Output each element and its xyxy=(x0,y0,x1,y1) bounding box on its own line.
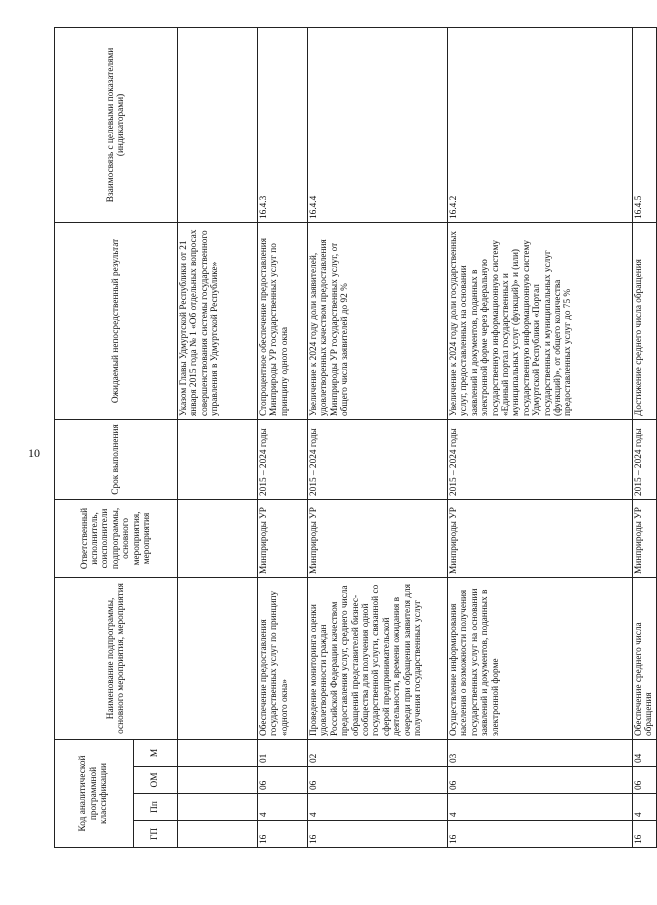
cell-name xyxy=(178,577,258,739)
header-result: Ожидаемый непосредственный результат xyxy=(55,222,178,419)
table-row xyxy=(178,27,258,847)
header-m: М xyxy=(134,739,178,766)
cell-pp: 4 xyxy=(448,794,633,821)
cell-gp: 16 xyxy=(448,821,633,848)
cell-term: 2015 – 2024 годы xyxy=(633,419,657,499)
cell-result: Указом Главы Удмуртской Республики от 21 января 2015 года № 1 «Об отдельных вопросах совершенствования системы государственного управления в Удмуртской Республике» xyxy=(178,222,258,419)
cell-term: 2015 – 2024 годы xyxy=(448,419,633,499)
cell-gp xyxy=(178,821,258,848)
table-row xyxy=(308,27,448,847)
cell-link: 16.4.3 xyxy=(258,27,308,222)
header-om: ОМ xyxy=(134,767,178,794)
table-row xyxy=(448,27,633,847)
cell-om xyxy=(178,767,258,794)
cell-link: 16.4.4 xyxy=(308,27,448,222)
cell-link: 16.4.5 xyxy=(633,27,657,222)
cell-name: Проведение мониторинга оценки удовлетворенности граждан Российской Федерации качеством предоставления услуг, среднего числа обращений представителей бизнес-сообщества для получения одной государственной услуги, связанной со сферой предпринимательской деятельности, времени ожидания в очереди при обращении заявителя для получения государственных услуг xyxy=(308,577,448,739)
cell-om: 06 xyxy=(448,767,633,794)
cell-term: 2015 – 2024 годы xyxy=(258,419,308,499)
cell-m xyxy=(178,739,258,766)
cell-term: 2015 – 2024 годы xyxy=(308,419,448,499)
cell-m: 03 xyxy=(448,739,633,766)
cell-name: Обеспечение среднего числа обращения xyxy=(633,577,657,739)
cell-gp: 16 xyxy=(633,821,657,848)
header-name: Наименование подпрограммы, основного мероприятия, мероприятия xyxy=(55,577,178,739)
cell-m: 01 xyxy=(258,739,308,766)
header-pp: Пп xyxy=(134,794,178,821)
cell-pp: 4 xyxy=(258,794,308,821)
header-code-group: Код аналитической программной классификации xyxy=(55,739,134,847)
rotated-table-container xyxy=(54,28,655,848)
cell-responsible: Минприроды УР xyxy=(633,499,657,577)
cell-result: Стопроцентное обеспечение предоставления Минприроды УР государственных услуг по принципу одного окна xyxy=(258,222,308,419)
cell-responsible xyxy=(178,499,258,577)
cell-gp: 16 xyxy=(258,821,308,848)
program-table xyxy=(54,27,657,848)
cell-om: 06 xyxy=(308,767,448,794)
cell-responsible: Минприроды УР xyxy=(448,499,633,577)
header-link: Взаимосвязь с целевыми показателями (индикаторами) xyxy=(55,27,178,222)
cell-om: 06 xyxy=(258,767,308,794)
cell-om: 06 xyxy=(633,767,657,794)
header-responsible: Ответственный исполнитель, соисполнители подпрограммы, основного мероприятия, мероприятия xyxy=(55,499,178,577)
cell-link: 16.4.2 xyxy=(448,27,633,222)
cell-m: 04 xyxy=(633,739,657,766)
cell-name: Обеспечение предоставления государственных услуг по принципу «одного окна» xyxy=(258,577,308,739)
cell-pp: 4 xyxy=(633,794,657,821)
cell-pp: 4 xyxy=(308,794,448,821)
cell-result: Увеличение к 2024 году доли заявителей, удовлетворенных качеством предоставления Минприроды УР государственных услуг, от общего числа заявителей до 92 % xyxy=(308,222,448,419)
cell-gp: 16 xyxy=(308,821,448,848)
cell-responsible: Минприроды УР xyxy=(258,499,308,577)
cell-pp xyxy=(178,794,258,821)
cell-name: Осуществление информирования населения о возможности получения государственных услуг на основании заявлений и документов, поданных в электронной форме xyxy=(448,577,633,739)
header-gp: ГП xyxy=(134,821,178,848)
table-row xyxy=(633,27,657,847)
cell-result: Увеличение к 2024 году доли государственных услуг, предоставленных на основании заявлений и документов, поданных в электронной форме через федеральную государственную информационную систему «Единый портал государственных и муниципальных услуг (функций)» и (или) государственную информационную систему Удмуртской Республики «Портал государственных и муниципальных услуг (функций)», от общего количества предоставленных услуг до 75 % xyxy=(448,222,633,419)
cell-term xyxy=(178,419,258,499)
table-row xyxy=(258,27,308,847)
cell-link xyxy=(178,27,258,222)
header-term: Срок выполнения xyxy=(55,419,178,499)
cell-m: 02 xyxy=(308,739,448,766)
cell-result: Достижение среднего числа обращения xyxy=(633,222,657,419)
cell-responsible: Минприроды УР xyxy=(308,499,448,577)
page-number: 10 xyxy=(28,446,40,460)
